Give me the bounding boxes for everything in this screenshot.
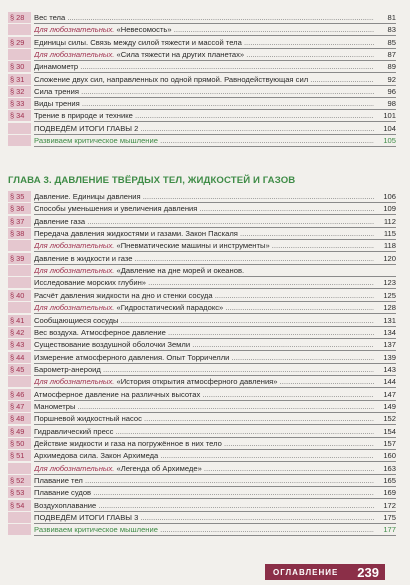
section-number: § 49 [8,426,31,437]
section-number-blank [8,277,31,288]
entry-text: «Невесомость» [114,25,172,35]
section-number: § 51 [8,450,31,461]
entry-text: Единицы силы. Связь между силой тяжести и массой тела [34,37,242,47]
page-ref: 134 [374,327,396,338]
entry-text: Развиваем критическое мышление [34,136,158,145]
entry-title [34,110,380,121]
toc-row [0,123,410,134]
section-number-blank [8,49,31,60]
page-ref: 87 [374,49,396,60]
entry-title [34,524,380,535]
toc-row [0,98,410,109]
toc-row [0,203,410,214]
entry-title [34,450,380,461]
entry-title [34,413,380,424]
entry-title [34,426,380,437]
entry-title [34,228,380,239]
entry-text: Измерение атмосферного давления. Опыт Торричелли [34,352,230,362]
footer-label: ОГЛАВЛЕНИЕ [273,567,339,577]
toc-row [0,426,410,437]
entry-text: Развиваем критическое мышление [34,525,158,535]
toc-row [0,290,410,301]
section-number: § 47 [8,401,31,412]
section-number: § 34 [8,110,31,121]
row-divider [34,535,396,536]
section-number: § 54 [8,500,31,511]
section-number: § 50 [8,438,31,449]
section-number: § 41 [8,315,31,326]
entry-text: «История открытия атмосферного давления» [114,377,278,387]
entry-text: Плавание тел [34,476,83,486]
curious-label: Для любознательных. [34,25,115,35]
toc-row [0,37,410,48]
section-number: § 39 [8,253,31,264]
entry-title [34,135,380,146]
page-ref: 112 [374,216,396,227]
section-number: § 43 [8,339,31,350]
toc-row [0,413,410,424]
section-number: § 36 [8,203,31,214]
toc-row [0,500,410,511]
page-ref: 137 [374,339,396,350]
toc-row [0,216,410,227]
page-ref: 169 [374,487,396,498]
page-number: 239 [357,564,379,580]
entry-text: «Сила тяжести на других планетах» [114,49,245,59]
page-ref: 152 [374,413,396,424]
toc-row [0,240,410,251]
curious-label: Для любознательных. [34,377,115,387]
section-number-blank [8,240,31,251]
entry-title [34,253,380,264]
entry-text: Сила трения [34,86,79,96]
entry-title [34,98,380,109]
toc-row [0,191,410,202]
section-number-blank [8,265,31,276]
entry-title [34,376,380,387]
entry-text: «Легенда об Архимеде» [114,463,202,473]
toc-row [0,376,410,387]
entry-title [34,500,380,511]
entry-title [34,302,380,313]
page-ref: 147 [374,389,396,400]
section-number-blank [8,123,31,134]
toc-row [0,135,410,146]
toc-row [0,265,410,276]
toc-row [0,487,410,498]
entry-text: Давление в жидкости и газе [34,253,133,263]
page-ref: 125 [374,290,396,301]
entry-text: Плавание судов [34,488,92,498]
entry-text: Динамометр [34,62,79,72]
entry-text: Давление газа [34,216,86,226]
entry-title [34,123,380,134]
section-number: § 30 [8,61,31,72]
toc-row [0,364,410,375]
section-number: § 31 [8,74,31,85]
entry-text: Передача давления жидкостями и газами. Закон Паскаля [34,229,238,239]
section-number-blank [8,376,31,387]
section-number: § 29 [8,37,31,48]
toc-row [0,339,410,350]
toc-row [0,86,410,97]
entry-title [34,37,380,48]
toc-row [0,512,410,523]
toc-row [0,327,410,338]
page-ref: 177 [374,524,396,535]
section-number: § 45 [8,364,31,375]
page-footer [265,564,385,580]
entry-text: Архимедова сила. Закон Архимеда [34,451,159,461]
page-ref: 105 [374,135,396,146]
toc-row [0,463,410,474]
section-number: § 52 [8,475,31,486]
entry-title [34,240,380,251]
entry-title [34,327,380,338]
entry-text: Способы уменьшения и увеличения давления [34,204,198,214]
page-ref: 172 [374,500,396,511]
page-ref: 163 [374,463,396,474]
entry-text: Сообщающиеся сосуды [34,315,119,325]
toc-row [0,401,410,412]
section-number-blank [8,302,31,313]
entry-text: Воздухоплавание [34,500,97,510]
entry-title [34,74,380,85]
section-number: § 40 [8,290,31,301]
toc-row [0,438,410,449]
entry-text: ПОДВЕДЁМ ИТОГИ ГЛАВЫ 3 [34,513,139,523]
entry-title [34,265,380,276]
toc-row [0,352,410,363]
section-number: § 37 [8,216,31,227]
section-number: § 46 [8,389,31,400]
section-number-blank [8,24,31,35]
page-ref: 157 [374,438,396,449]
page-ref: 120 [374,253,396,264]
entry-title [34,216,380,227]
entry-text: Гидравлический пресс [34,426,114,436]
entry-title [34,389,380,400]
entry-title [34,475,380,486]
page-ref: 175 [374,512,396,523]
page-ref: 109 [374,203,396,214]
entry-text: Виды трения [34,99,80,109]
toc-row [0,302,410,313]
entry-text: Вес воздуха. Атмосферное давление [34,327,166,337]
page-ref: 144 [374,376,396,387]
page-ref: 160 [374,450,396,461]
entry-text: Атмосферное давление на различных высотах [34,389,201,399]
toc-row [0,61,410,72]
toc-row [0,315,410,326]
entry-title [34,49,380,60]
page-ref: 106 [374,191,396,202]
entry-text: ПОДВЕДЁМ ИТОГИ ГЛАВЫ 2 [34,123,139,133]
entry-title [34,203,380,214]
entry-text: Расчёт давления жидкости на дно и стенки сосуда [34,290,213,300]
section-number: § 35 [8,191,31,202]
entry-title [34,487,380,498]
page-ref: 149 [374,401,396,412]
page-ref: 101 [374,110,396,121]
section-number-blank [8,524,31,535]
curious-label: Для любознательных. [34,49,115,59]
entry-title [34,290,380,301]
toc-row [0,475,410,486]
page-ref: 104 [374,123,396,134]
entry-title [34,438,380,449]
entry-text: Исследование морских глубин» [34,278,146,288]
page-ref: 92 [374,74,396,85]
entry-title [34,463,380,474]
page-ref: 115 [374,228,396,239]
entry-text: Сложение двух сил, направленных по одной прямой. Равнодействующая сил [34,74,309,84]
entry-text: «Пневматические машины и инструменты» [114,241,270,251]
page-ref: 98 [374,98,396,109]
curious-label: Для любознательных. [34,241,115,251]
entry-text: Манометры [34,401,76,411]
page-ref: 85 [374,37,396,48]
section-number: § 33 [8,98,31,109]
section-number: § 32 [8,86,31,97]
entry-title [34,401,380,412]
page-ref: 165 [374,475,396,486]
section-number: § 28 [8,12,31,23]
page-ref: 118 [374,240,396,251]
entry-title [34,315,380,326]
section-number: § 53 [8,487,31,498]
curious-label: Для любознательных. [34,463,115,473]
entry-title [34,352,380,363]
row-divider [34,146,396,147]
toc-row [0,228,410,239]
page-ref: 128 [374,302,396,313]
toc-row [0,49,410,60]
page-ref: 81 [374,12,396,23]
section-number-blank [8,512,31,523]
curious-label: Для любознательных. [34,266,115,276]
entry-text: Поршневой жидкостный насос [34,414,142,424]
entry-title [34,12,380,23]
entry-title [34,24,380,35]
section-number-blank [8,463,31,474]
entry-text: Существование воздушной оболочки Земли [34,340,191,350]
entry-title [34,277,380,288]
page-ref: 131 [374,315,396,326]
entry-title [34,364,380,375]
page-ref: 139 [374,352,396,363]
section-number-blank [8,135,31,146]
section-number: § 44 [8,352,31,363]
chapter-heading: ГЛАВА 3. ДАВЛЕНИЕ ТВЁРДЫХ ТЕЛ, ЖИДКОСТЕЙ И ГАЗОВ [8,175,296,186]
entry-text: Действие жидкости и газа на погружённое в них тело [34,439,222,448]
toc-row [0,12,410,23]
curious-label: Для любознательных. [34,303,115,313]
toc-row [0,110,410,121]
entry-title [34,86,380,97]
entry-text: «Давление на дне морей и океанов. [114,266,245,276]
page-ref: 154 [374,426,396,437]
section-number: § 42 [8,327,31,338]
entry-title [34,512,380,523]
page-ref: 83 [374,24,396,35]
entry-text: «Гидростатический парадокс» [114,303,224,313]
section-number: § 48 [8,413,31,424]
toc-row [0,277,410,288]
entry-title [34,339,380,350]
page-ref: 96 [374,86,396,97]
toc-row [0,24,410,35]
toc-row [0,74,410,85]
entry-text: Вес тела [34,13,66,22]
toc-row [0,253,410,264]
entry-text: Давление. Единицы давления [34,192,141,201]
page-ref: 89 [374,61,396,72]
toc-row [0,524,410,535]
page-ref: 143 [374,364,396,375]
toc-row [0,389,410,400]
entry-text: Трение в природе и технике [34,111,133,121]
entry-title [34,191,380,202]
entry-text: Барометр-анероид [34,364,101,374]
toc-row [0,450,410,461]
entry-title [34,61,380,72]
page-ref: 123 [374,277,396,288]
section-number: § 38 [8,228,31,239]
